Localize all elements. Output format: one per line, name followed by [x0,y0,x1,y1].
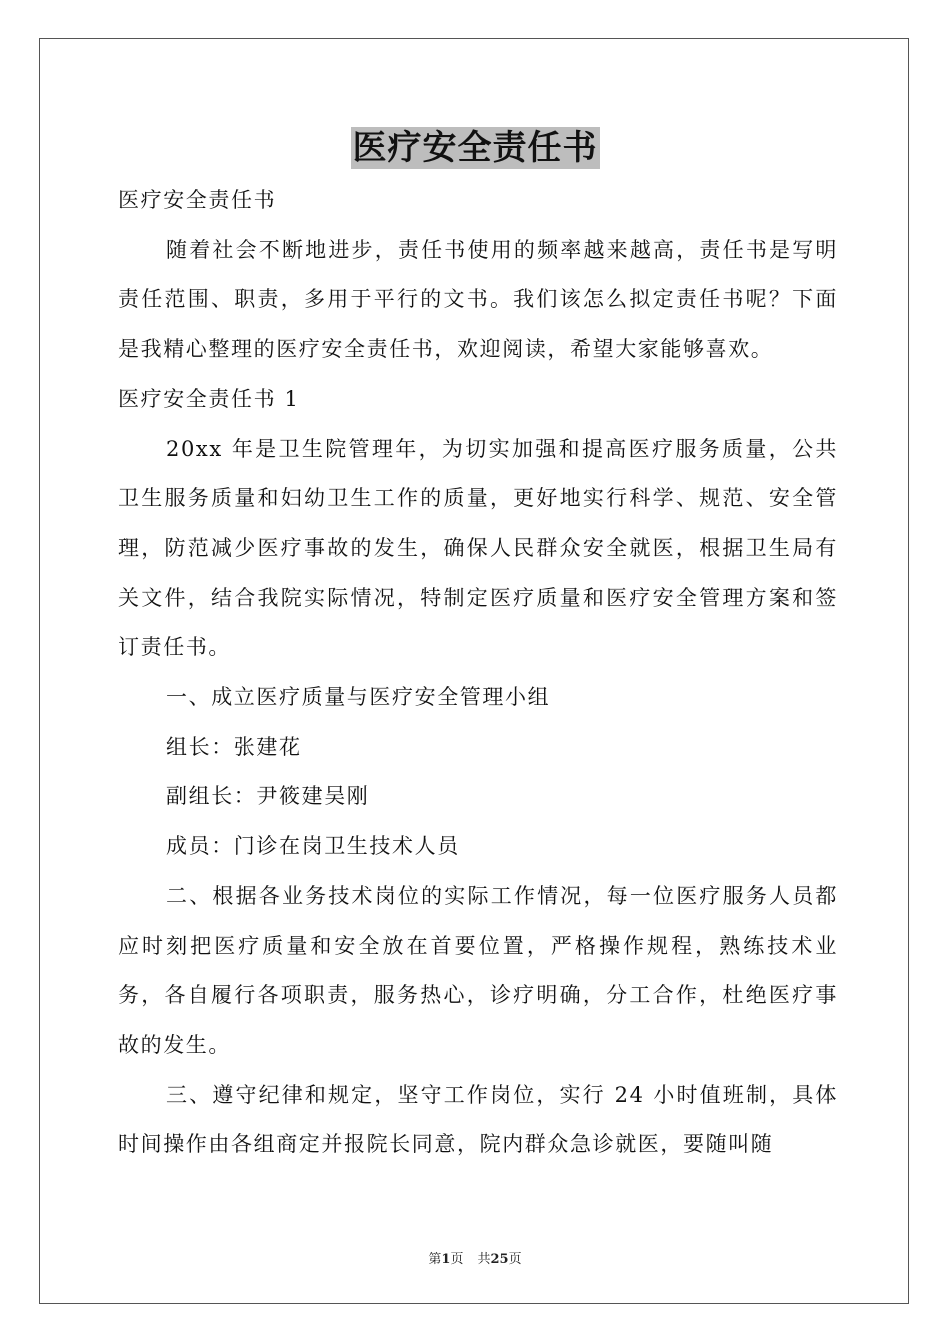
page-footer [0,1248,950,1267]
paragraph: 三、遵守纪律和规定，坚守工作岗位，实行 24 小时值班制，具体时间操作由各组商定并报院长同意，院内群众急诊就医，要随叫随 [118,1082,838,1157]
paragraph: 副组长：尹筱建吴刚 [166,784,370,809]
document-body [118,176,838,1170]
total-suffix: 页 [508,1252,522,1267]
paragraph: 成员：门诊在岗卫生技术人员 [166,834,460,859]
document-title: 医疗安全责任书 [352,128,598,168]
page-prefix: 第 [428,1252,442,1267]
paragraph: 组长：张建花 [166,734,302,759]
total-pages: 25 [490,1252,509,1267]
paragraph: 医疗安全责任书 [118,188,277,212]
paragraph: 随着社会不断地进步，责任书使用的频率越来越高，责任书是写明责任范围、职责，多用于平行的文书。我们该怎么拟定责任书呢？下面是我精心整理的医疗安全责任书，欢迎阅读，希望大家能够喜欢。 [118,237,838,362]
paragraph: 医疗安全责任书 1 [118,386,300,411]
page-number: 1 [441,1252,451,1267]
page-suffix: 页 [450,1252,464,1267]
total-prefix: 共 [477,1252,491,1267]
title-container [0,127,950,169]
paragraph: 一、成立医疗质量与医疗安全管理小组 [166,685,551,710]
paragraph: 20xx 年是卫生院管理年，为切实加强和提高医疗服务质量，公共卫生服务质量和妇幼卫生工作的质量，更好地实行科学、规范、安全管理，防范减少医疗事故的发生，确保人民群众安全就医，根据卫生局有关文件，结合我院实际情况，特制定医疗质量和医疗安全管理方案和签订责任书。 [118,436,838,660]
paragraph: 二、根据各业务技术岗位的实际工作情况，每一位医疗服务人员都应时刻把医疗质量和安全放在首要位置，严格操作规程，熟练技术业务，各自履行各项职责，服务热心，诊疗明确，分工合作，杜绝医疗事故的发生。 [118,883,838,1057]
